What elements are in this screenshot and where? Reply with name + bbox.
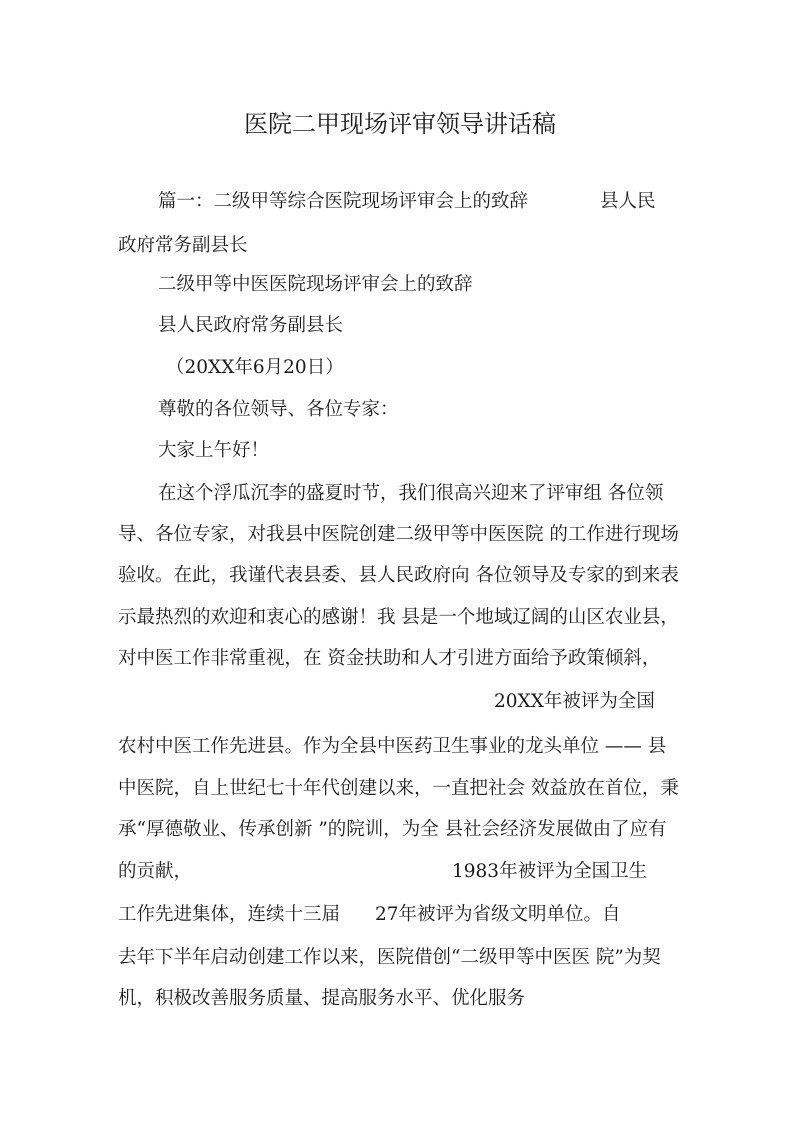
text-line: 工作先进集体，连续十三届 (118, 904, 341, 925)
text-line: 机，积极改善服务质量、提高服务水平、优化服务 (118, 988, 526, 1009)
text-line: 二级甲等中医医院现场评审会上的致辞 (158, 274, 473, 295)
text-line: 27年被评为省级文明单位。自 (375, 904, 621, 925)
text-line: 的贡献， (118, 861, 193, 882)
text-line: 20XX年被评为全国 (494, 691, 655, 712)
text-line: 尊敬的各位领导、各位专家： (158, 399, 399, 420)
text-line: 验收。在此，我谨代表县委、县人民政府向 各位领导及专家的到来表 (118, 565, 679, 586)
text-line: 农村中医工作先进县。作为全县中医药卫生事业的龙头单位 —— 县 (118, 736, 667, 757)
text-line: 对中医工作非常重视，在 资金扶助和人才引进方面给予政策倾斜， (118, 648, 661, 669)
text-line: 示最热烈的欢迎和衷心的感谢！我 县是一个地域辽阔的山区农业县， (118, 607, 679, 628)
document-title: 医院二甲现场评审领导讲话稿 (244, 110, 556, 138)
text-line: 中医院，自上世纪七十年代创建以来，一直把社会 效益放在首位，秉 (118, 778, 679, 799)
text-line: （20XX年6月20日） (166, 357, 344, 378)
text-line: 1983年被评为全国卫生 (452, 861, 648, 882)
text-line: 导、各位专家，对我县中医院创建二级甲等中医医院 的工作进行现场 (118, 524, 679, 545)
text-line: 篇一：二级甲等综合医院现场评审会上的致辞 (158, 191, 529, 212)
text-line: 县人民 (600, 191, 656, 212)
text-line: 在这个浮瓜沉李的盛夏时节，我们很高兴迎来了评审组 各位领 (158, 483, 664, 504)
text-line: 去年下半年启动创建工作以来，医院借创“二级甲等中医医 院”为契 (118, 947, 661, 968)
text-line: 县人民政府常务副县长 (158, 315, 344, 336)
text-line: 承“厚德敬业、传承创新 ”的院训，为全 县社会经济发展做由了应有 (118, 819, 667, 840)
text-line: 政府常务副县长 (118, 235, 248, 256)
text-line: 大家上午好！ (158, 440, 270, 461)
